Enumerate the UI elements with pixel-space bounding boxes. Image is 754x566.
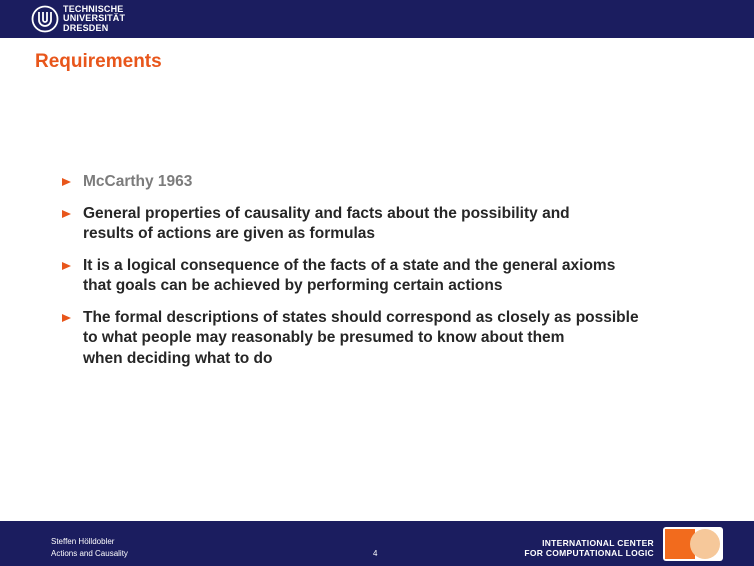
bullet-item [62, 308, 722, 370]
bullet-item [62, 204, 722, 245]
bullet-item [62, 172, 722, 193]
bullet-text: when deciding what to do [83, 349, 273, 367]
tud-wordmark-line: UNIVERSITÄT [63, 13, 126, 24]
iccl-wordmark-line: FOR COMPUTATIONAL LOGIC [524, 548, 654, 558]
footer-bar [0, 521, 754, 566]
tud-wordmark-line: TECHNISCHE [63, 3, 124, 14]
slide-title: Requirements [35, 51, 162, 72]
bullet-text: It is a logical consequence of the facts of a state and the general axioms [83, 256, 616, 274]
bullet-text: that goals can be achieved by performing certain actions [83, 277, 503, 294]
header-bar [0, 0, 754, 38]
tud-logo [31, 4, 131, 34]
bullet-text: McCarthy 1963 [83, 173, 193, 190]
triangle-right-icon [62, 262, 71, 270]
page-number: 4 [373, 549, 378, 558]
triangle-right-icon [62, 210, 71, 218]
footer-author: Steffen Hölldobler [51, 537, 115, 546]
tud-emblem-icon [31, 5, 59, 33]
triangle-right-icon [62, 178, 71, 186]
bullet-text: to what people may reasonably be presumed to know about them [83, 329, 565, 346]
footer-talk-title: Actions and Causality [51, 549, 128, 558]
bullet-text: General properties of causality and facts about the possibility and [83, 204, 570, 222]
triangle-right-icon [62, 314, 71, 322]
tud-wordmark [63, 5, 125, 34]
tud-wordmark-line: DRESDEN [63, 22, 109, 33]
bullet-item [62, 256, 722, 297]
iccl-wordmark [524, 538, 654, 558]
iccl-wordmark-line: INTERNATIONAL CENTER [542, 538, 654, 548]
bullet-text: The formal descriptions of states should correspond as closely as possible [83, 308, 639, 326]
bullet-list [62, 172, 722, 380]
iccl-logo-icon [663, 527, 723, 561]
bullet-text: results of actions are given as formulas [83, 225, 376, 242]
